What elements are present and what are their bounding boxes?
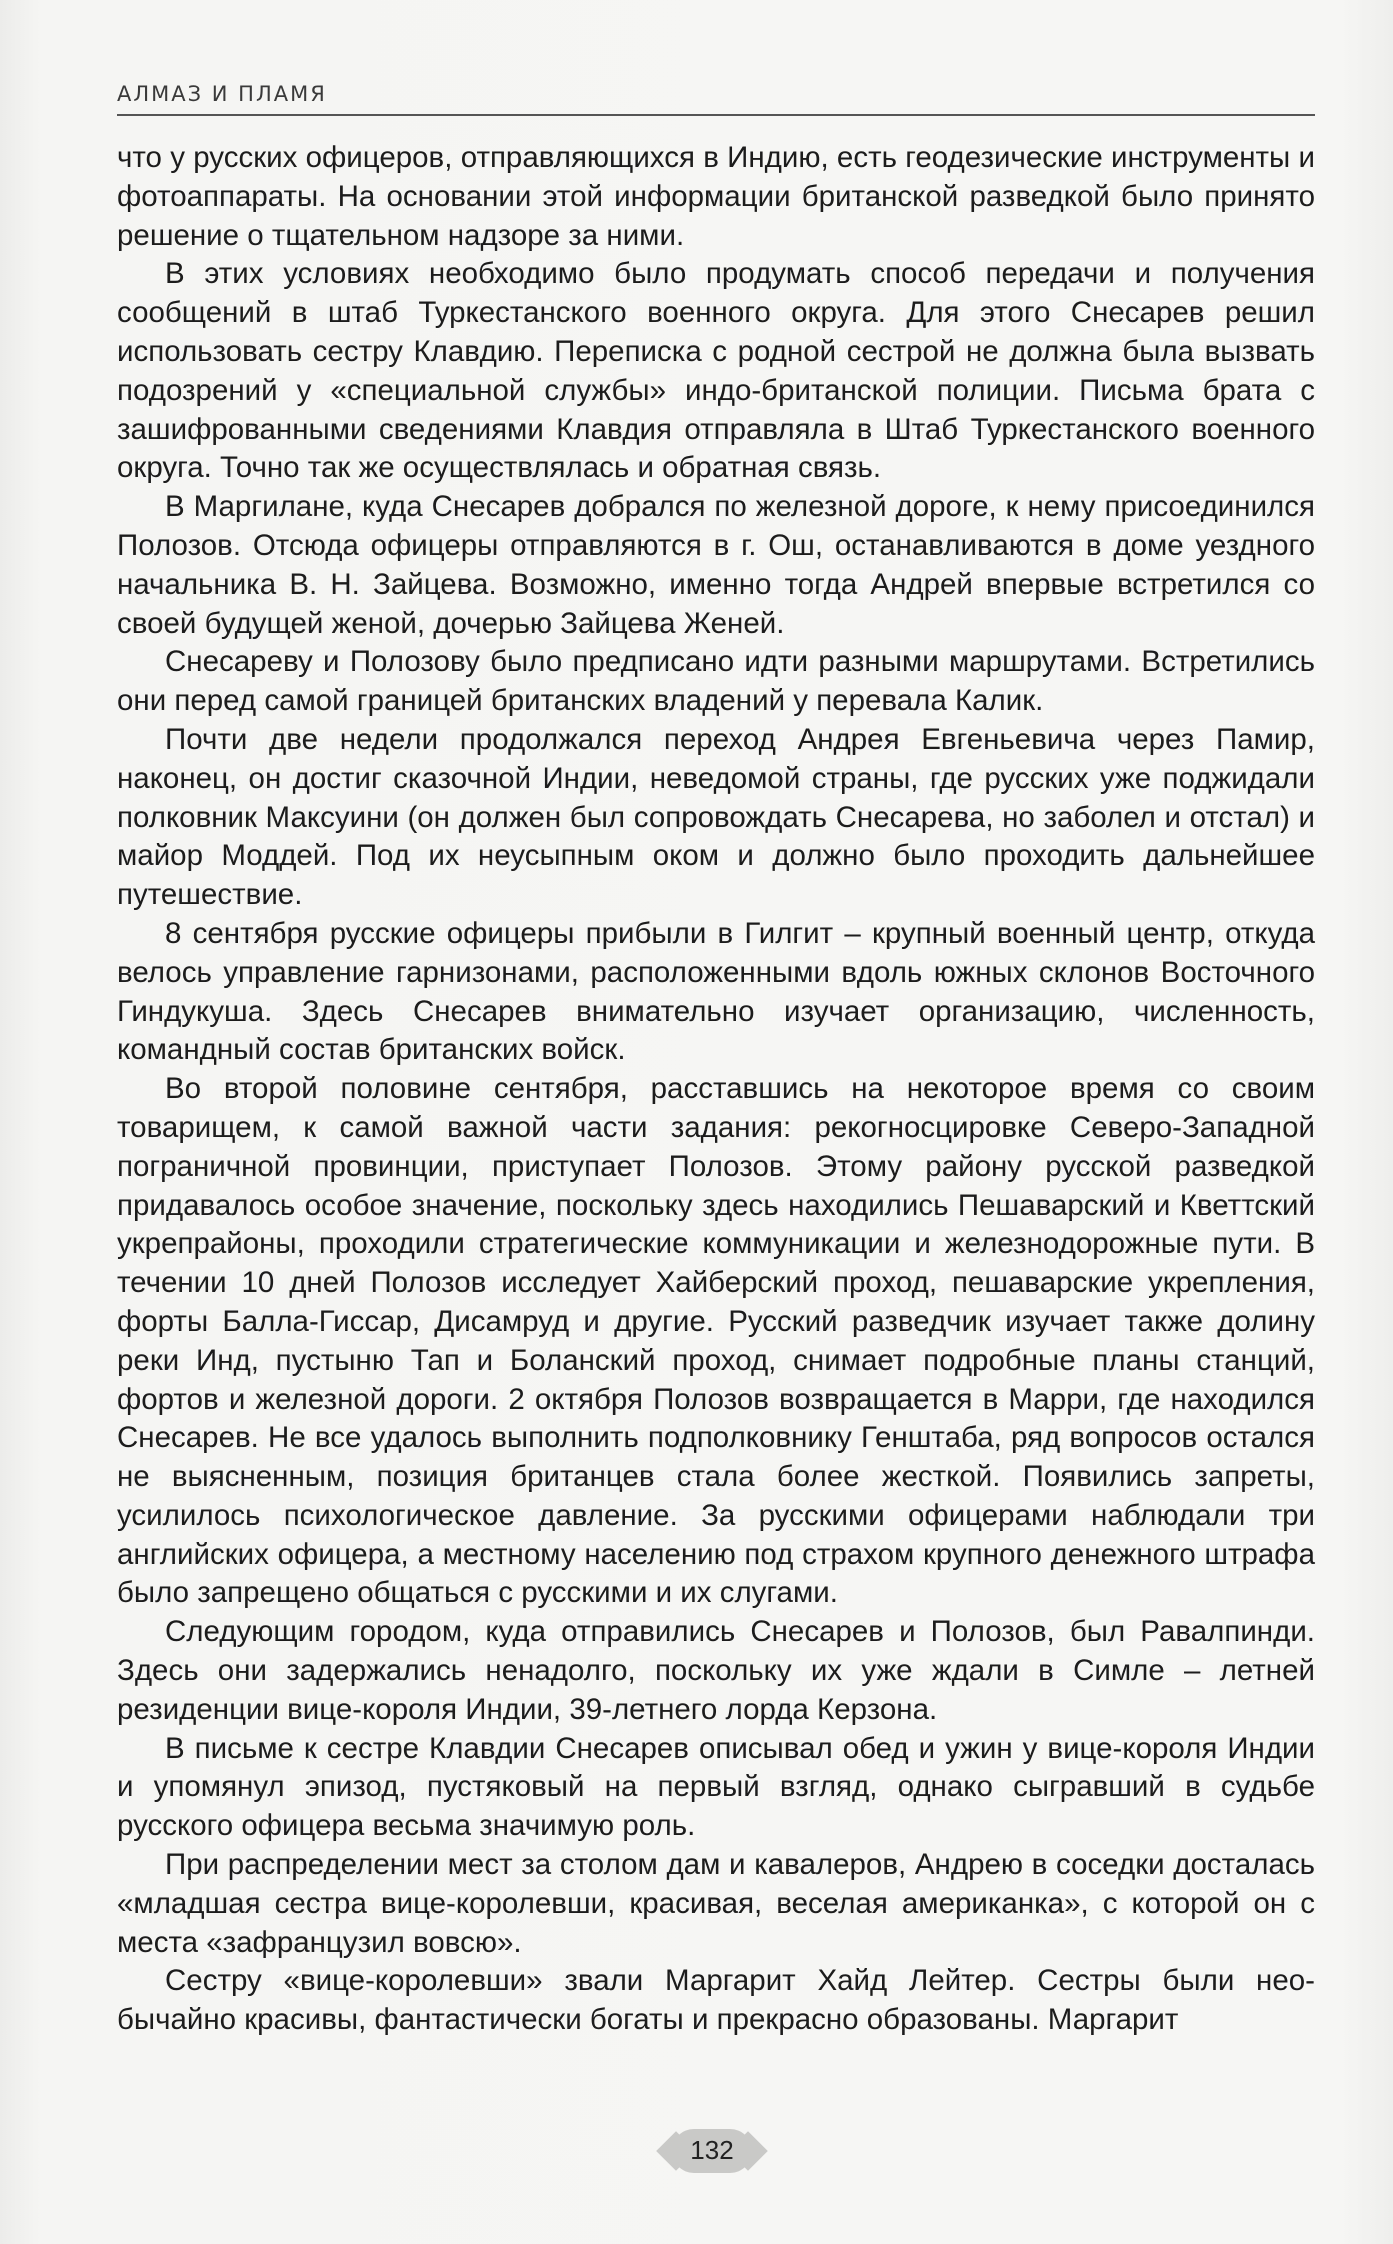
paragraph-1: что у русских офицеров, отправляющихся в Индию, есть геодезические инструменты и фотоаппараты. На основании этой информации британской разведкой было принято решение о тщательном надзоре за ними. xyxy=(117,141,1315,252)
paragraph-8: Следующим городом, куда отправились Снесарев и Полозов, был Равалпинди. Здесь они задержались ненадолго, поскольку их уже ждали в Симле – летней резиденции вице-короля Индии, 39-летнего лорда Керзона. xyxy=(117,1615,1315,1726)
paragraph-11: Сестру «вице-королевши» звали Маргарит Хайд Лейтер. Сестры были необычайно красивы, фантастически богаты и прекрасно образованы. Маргарит xyxy=(117,1964,1315,2037)
body-text xyxy=(117,139,1315,2040)
paragraph-2: В этих условиях необходимо было продумать способ передачи и получения сообщений в штаб Туркестанского военного округа. Для этого Снесарев решил использовать сестру Клавдию. Переписка с родной сестрой не должна была вызвать подозрений у «специальной службы» индо-британской полиции. Письма брата с зашифрованными сведениями Клавдия отправляла в Штаб Туркестанского военного округа. Точно так же осуществлялась и обратная связь. xyxy=(117,257,1315,485)
header-rule xyxy=(117,114,1315,116)
page-number: 132 xyxy=(690,2135,734,2165)
paragraph-7: Во второй половине сентября, расставшись на некоторое время со своим товарищем, к самой важной части задания: рекогносцировке Северо-Западной пограничной провинции, приступает Полозов. Этому району русской разведкой придавалось особое значение, поскольку здесь находились Пешаварский и Кветтский укрепрайоны, проходили стратегические коммуникации и железнодорожные пути. В течении 10 дней Полозов исследует Хайберский проход, пешаварские укрепления, форты Балла-Гиссар, Дисамруд и другие. Русский разведчик изучает также долину реки Инд, пустыню Тап и Боланский проход, снимает подробные планы станций, фортов и железной дороги. 2 октября Полозов возвращается в Марри, где находился Снесарев. Не все удалось выполнить подполковнику Генштаба, ряд вопросов остался не выясненным, позиция британцев стала более жесткой. Появились запреты, усилилось психологическое давление. За русскими офицерами наблюдали три английских офицера, а местному населению под страхом крупного денежного штрафа было запрещено общаться с русскими и их слугами. xyxy=(117,1072,1315,1610)
paragraph-9: В письме к сестре Клавдии Снесарев описывал обед и ужин у вице-короля Индии и упомянул эпизод, пустяковый на первый взгляд, однако сыгравший в судьбе русского офицера весьма значимую роль. xyxy=(117,1731,1315,1843)
paragraph-10: При распределении мест за столом дам и кавалеров, Андрею в соседки досталась «младшая сестра вице-королевши, красивая, веселая американка», с которой он с места «зафранцузил вовсю». xyxy=(117,1848,1315,1959)
page-number-ornament xyxy=(652,2121,772,2181)
running-head: АЛМАЗ И ПЛАМЯ xyxy=(117,82,327,106)
paragraph-5: Почти две недели продолжался переход Андрея Евгеньевича через Памир, наконец, он достиг сказочной Индии, неведомой страны, где русских уже поджидали полковник Максуини (он должен был сопровождать Снесарева, но заболел и отстал) и майор Моддей. Под их неусыпным оком и должно было проходить дальнейшее путешествие. xyxy=(117,722,1315,912)
paragraph-3: В Маргилане, куда Снесарев добрался по железной дороге, к нему присоединился Полозов. Отсюда офицеры отправляются в г. Ош, останавливаются в доме уездного начальника В. Н. Зайцева. Возможно, именно тогда Андрей впервые встретился со своей будущей женой, дочерью Зайцева Женей. xyxy=(117,490,1315,640)
paragraph-6: 8 сентября русские офицеры прибыли в Гилгит – крупный военный центр, откуда велось управление гарнизонами, расположенными вдоль южных склонов Восточного Гиндукуша. Здесь Снесарев внимательно изучает организацию, численность, командный состав британских войск. xyxy=(117,916,1315,1067)
paragraph-4: Снесареву и Полозову было предписано идти разными маршрутами. Встретились они перед самой границей британских владений у перевала Калик. xyxy=(117,645,1315,718)
